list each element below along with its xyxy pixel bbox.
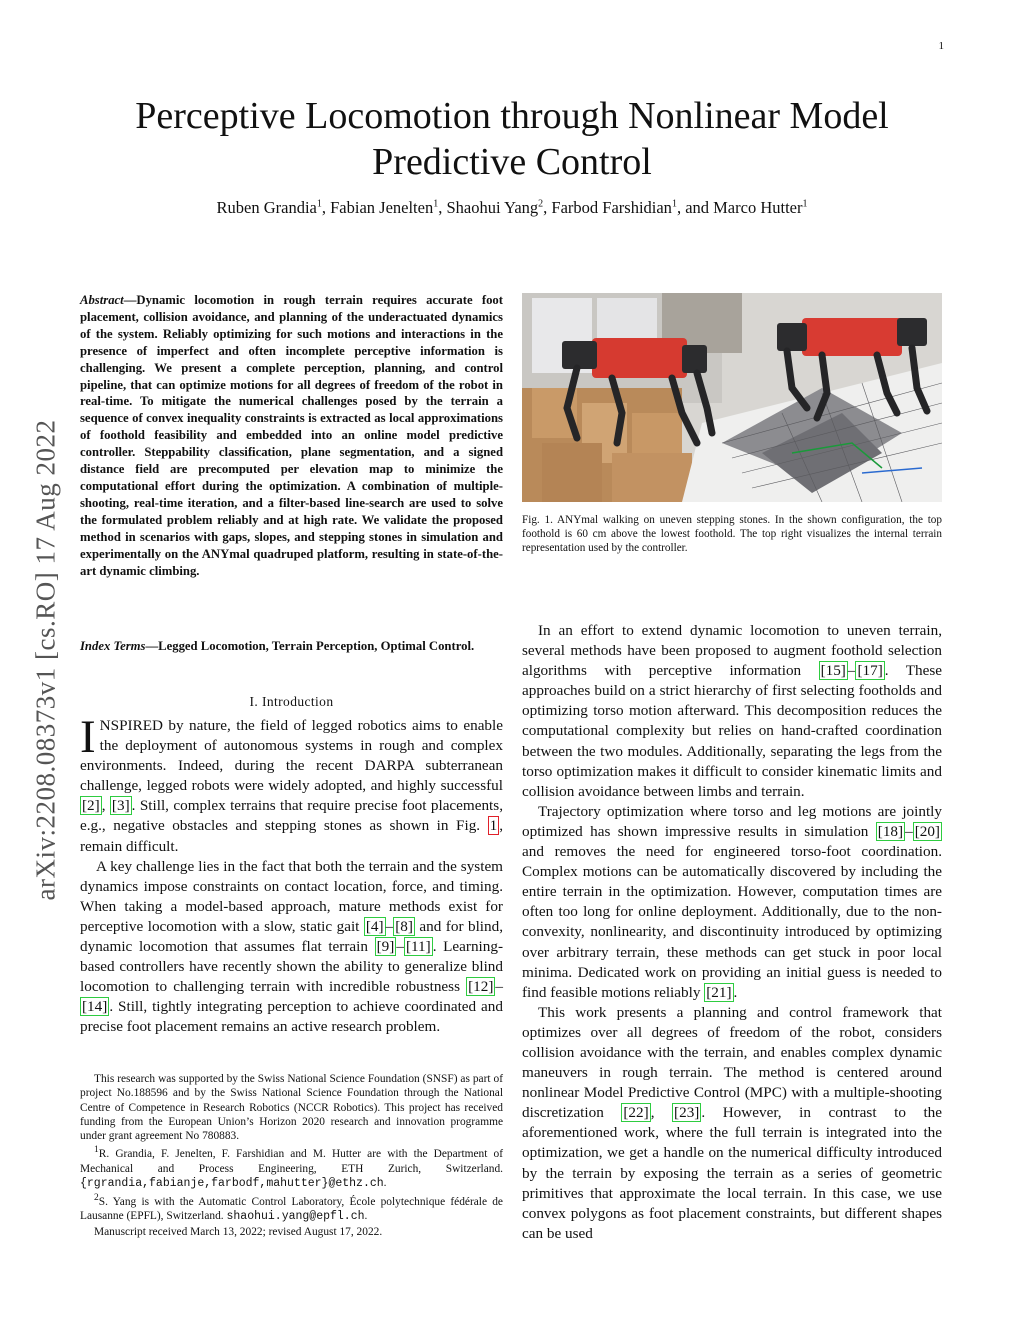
text-run: , [101,797,110,815]
text-run: – [385,917,394,935]
text-run: and for blind, dynamic locomotion that assumes flat terrain [80,917,504,956]
intro-right-column [522,621,942,1244]
footnote-affiliation-2: $^2$S. Yang is with the Automatic Control Laboratory, École polytechnique fédérale de Lausanne (EPFL), Switzerland. shaohui.yang@epfl.ch. [80,1193,503,1224]
text-run: and removes the need for engineered torso-foot coordination. Complex motions can be automatically discovered by including the entire terrain in the optimization. However, computation times are often too long for online deployment. Additionally, due to the non-convexity, nonlinearity, and discontinuity introduced by optimizing over arbitrary terrain, these methods can get stuck in poor local minima. Dedicated work on providing an initial guess is needed to find feasible motions reliably [522,843,942,1001]
robot-photo-illustration [522,293,942,502]
citation-link[interactable]: [4] [365,917,384,935]
abstract [80,292,503,579]
paragraph [522,621,942,802]
text-run: – [847,662,856,680]
text-run: . Learning-based controllers have recently shown the ability to generalize blind locomotion to challenging terrain with incredible robustness [80,938,504,996]
citation-link[interactable]: [22] [623,1104,649,1122]
author-name: Shaohui Yang [446,198,539,217]
citation-link[interactable]: [12] [468,978,494,996]
arxiv-identifier-text: arXiv:2208.08373v1 [cs.RO] 17 Aug 2022 [30,419,61,901]
section-heading: I. Introduction [249,694,334,709]
text-run: S. Yang is with the Automatic Control Laboratory, École polytechnique fédérale de Lausanne (EPFL), Switzerland. [80,1195,503,1223]
text-run: NSPIRED by nature, the field of legged robotics aims to enable the deployment of autonomous systems in rough and complex environments. Indeed, during the recent DARPA subterranean challenge, legged robots were widely adopted, and highly successful [80,717,503,795]
citation-link[interactable]: [3] [111,797,130,815]
author-name: Fabian Jenelten [330,198,434,217]
text-run: This work presents a planning and control framework that optimizes over all degrees of freedom of the robot, considers collision avoidance with the terrain, and enables complex dynamic maneuvers in rough terrain. The method is centered around nonlinear Model Predictive Control (MPC) with a multiple-shooting discretization [522,1003,942,1122]
paragraph [80,857,503,1038]
figure-caption: Fig. 1. ANYmal walking on uneven stepping stones. In the shown configuration, the top foothold is 60 cm above the lowest foothold. The top right visualizes the internal terrain representation used by the controller. [522,514,942,554]
author-separator: , [438,198,447,217]
affiliation-mark: 1 [433,198,439,210]
affiliation-mark: 1 [671,198,677,210]
text-run: , remain difficult. [80,817,503,855]
figure-robot-photo [522,293,942,502]
text-run: Trajectory optimization where torso and leg motions are jointly optimized has shown impressive results in simulation [522,802,942,840]
paper-title [80,93,944,185]
figure-link[interactable]: 1 [489,817,498,835]
text-run: – [396,938,404,956]
footnote-affiliation-1: $^1$R. Grandia, F. Jenelten, F. Farshidian and M. Hutter are with the Department of Mechanical and Process Engineering, ETH Zurich, Switzerland. {rgrandia,fabianje,farbodf,mahutter}@ethz.ch. [80,1145,503,1190]
abstract-label: Abstract [80,293,124,307]
page-number: 1 [938,40,944,52]
author-name: Farbod Farshidian [551,198,672,217]
footnote-manuscript: Manuscript received March 13, 2022; revised August 17, 2022. [94,1225,383,1238]
author-name: Marco Hutter [713,198,803,217]
email-address: shaohui.yang@epfl.ch [226,1210,365,1224]
citation-link[interactable]: [23] [674,1104,700,1122]
footnotes [80,1072,503,1239]
paragraph [80,711,503,857]
citation-link[interactable]: [11] [405,938,431,956]
citation-link[interactable]: [15] [820,662,846,680]
arxiv-identifier [26,350,66,970]
text-run: . Still, tightly integrating perception to achieve coordinated and precise foot placement remains an active research problem. [80,998,503,1036]
affiliation-mark: 2 [94,1193,99,1204]
author-separator: , and [676,198,714,217]
author-separator: , [543,198,552,217]
citation-link[interactable]: [18] [877,822,904,840]
author-name: Ruben Grandia [216,198,317,217]
author-list [80,198,944,218]
text-run: . However, in contrast to the aforementioned work, where the full terrain is integrated into the optimization, we get a handle on the numerical difficulty introduced by the terrain by exposing the terrain as a series of geometric primitives that approximate the local terrain. In this case, we use convex polygons as foot placement constraints, but different shapes can be used [522,1104,943,1242]
citation-link[interactable]: [2] [82,797,100,815]
abstract-text: —Dynamic locomotion in rough terrain requires accurate foot placement, collision avoidance, and planning of the underactuated dynamics of the system. Reliably optimizing for such motions and interactions in the presence of imperfect and often incomplete perceptive information is challenging. We present a complete perception, planning, and control pipeline, that can optimize motions for all degrees of freedom of the robot in real-time. To mitigate the numerical challenges posed by the terrain a sequence of convex inequality constraints is extracted as local approximations of foothold feasibility and embedded into an online model predictive controller. Steppability classification, plane segmentation, and a signed distance field are precomputed per elevation map to minimize the computational effort during the optimization. A combination of multiple-shooting, real-time iteration, and a filter-based line-search are used to solve the formulated problem reliably and at high rate. We validate the proposed method in scenarios with gaps, slopes, and stepping stones in simulation and experimentally on the ANYmal quadruped platform, resulting in state-of-the-art dynamic climbing. [80,293,503,578]
author-separator: , [321,198,331,217]
citation-link[interactable]: [9] [376,938,395,956]
drop-cap: I [80,711,96,763]
affiliation-mark: 1 [94,1145,99,1156]
title-line-2: Predictive Control [372,141,652,183]
text-run: – [905,822,913,840]
text-run: – [495,978,503,996]
citation-link[interactable]: [14] [82,998,108,1016]
footnote-funding: This research was supported by the Swiss National Science Foundation (SNSF) as part of project No.188596 and by the Swiss National Science Foundation through the National Centre of Competence in Research Robotics (NCCR Robotics). This project has received funding from the European Union’s Horizon 2020 research and innovation programme under grant agreement No 780883. [80,1073,503,1143]
citation-link[interactable]: [21] [706,983,732,1001]
text-run: A key challenge lies in the fact that both the terrain and the system dynamics impose constraints on contact location, force, and timing. When taking a model-based approach, mature methods exist for perceptive locomotion with a slow, static gait [80,857,503,935]
affiliation-mark: 1 [316,198,322,210]
text-run: In an effort to extend dynamic locomotion to uneven terrain, several methods have been proposed to augment foothold selection algorithms with perceptive information [522,622,942,680]
affiliation-mark: 1 [802,198,808,210]
index-terms-text: —Legged Locomotion, Terrain Perception, Optimal Control. [145,639,475,653]
text-run: . [733,983,738,1001]
text-run: . These approaches build on a strict hierarchy of first selecting footholds and optimizing torso motion afterward. This decomposition reduces the computational complexity but relies on hand-crafted coordination between the two modules. Additionally, separating the legs from the torso optimization makes it difficult to consider kinematic limits and collision avoidance between limbs and terrain. [522,662,942,800]
citation-link[interactable]: [17] [857,662,883,680]
citation-link[interactable]: [8] [395,917,413,935]
email-address: {rgrandia,fabianje,farbodf,mahutter}@ethz.ch [80,1176,384,1190]
index-terms-label: Index Terms [80,639,146,653]
text-run: . Still, complex terrains that require precise foot placements, e.g., negative obstacles and stepping stones as shown in Fig. [80,797,503,835]
paragraph: This work presents a planning and control framework that optimizes over all degrees of freedom of the robot, considers collision avoidance with the terrain, and enables complex dynamic maneuvers in rough terrain. The method is centered around nonlinear Model Predictive Control (MPC) with a multiple-shooting discretization [22] , [23] . However, in contrast to the aforementioned work, where the full terrain is integrated into the optimization, we get a handle on the numerical difficulty introduced by the terrain by exposing the terrain as a series of geometric primitives that approximate the local terrain. In this case, we use convex polygons as foot placement constraints, but different shapes can be used [522,1003,943,1242]
citation-link[interactable]: [20] [914,822,940,840]
index-terms [80,638,503,655]
intro-left-column [80,711,504,1038]
text-run: R. Grandia, F. Jenelten, F. Farshidian and M. Hutter are with the Department of Mechanical and Process Engineering, ETH Zurich, Switzerland. [80,1148,503,1175]
title-line-1: Perceptive Locomotion through Nonlinear Model [135,95,889,137]
affiliation-mark: 2 [538,198,544,210]
paragraph [522,802,942,1003]
